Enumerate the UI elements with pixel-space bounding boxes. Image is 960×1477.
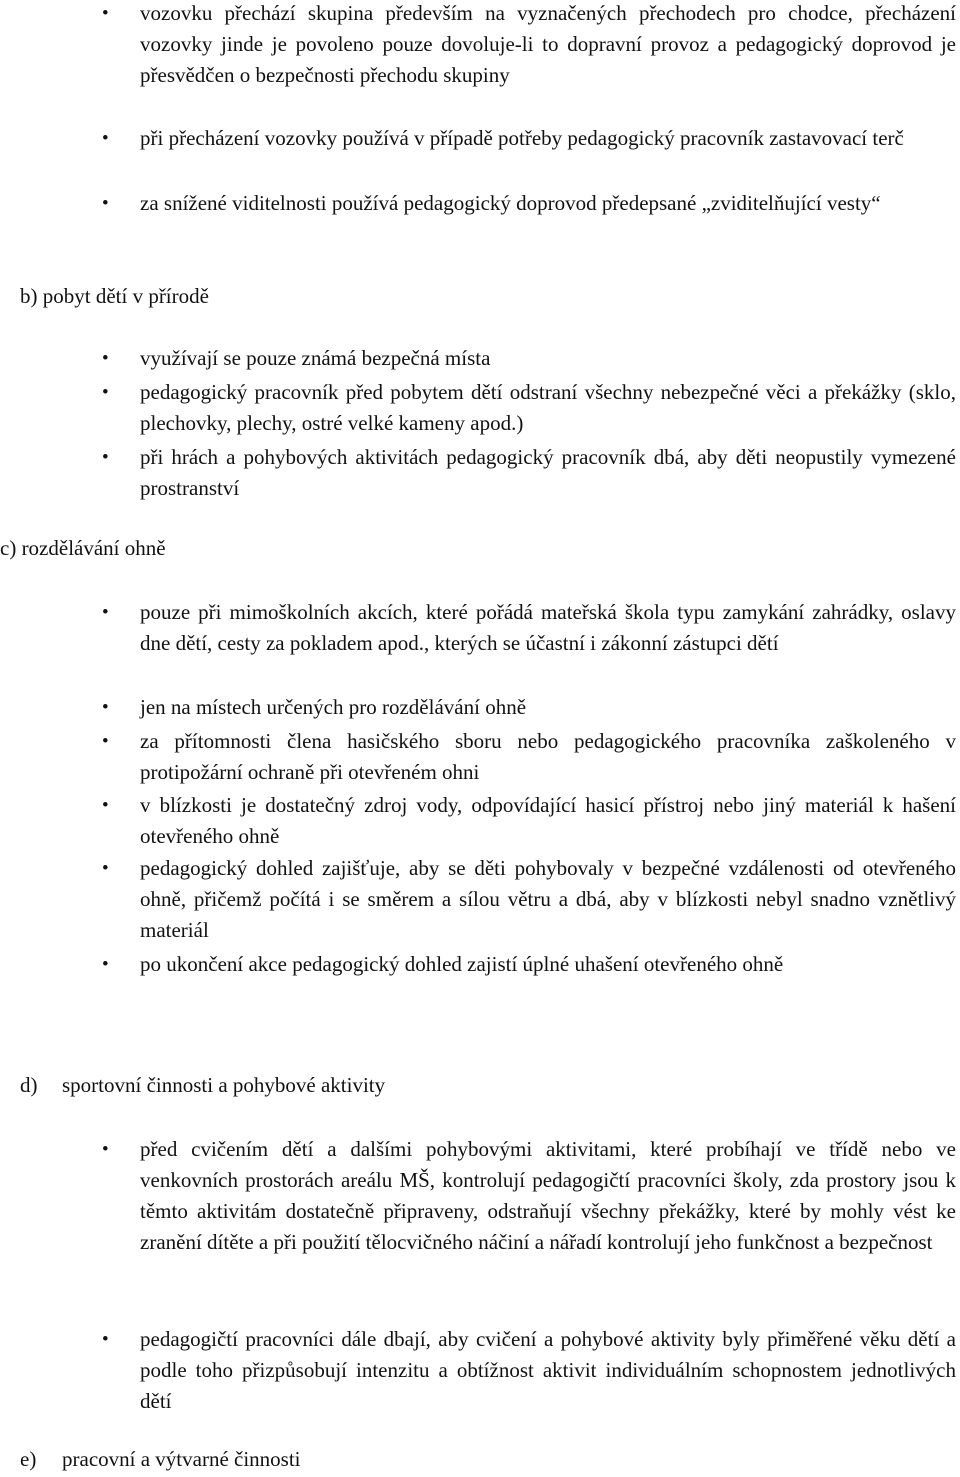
section-heading-e: [20, 1444, 301, 1475]
list-item: [102, 1134, 956, 1258]
list-item: [102, 853, 956, 946]
list-item-text: při hrách a pohybových aktivitách pedagogický pracovník dbá, aby děti neopustily vymezené prostranství: [140, 445, 956, 500]
bullet-icon: •: [102, 954, 109, 975]
list-item-text: pedagogický dohled zajišťuje, aby se děti pohybovaly v bezpečné vzdálenosti od otevřeného ohně, přičemž počítá i se směrem a sílou větru a dbá, aby v blízkosti nebyl snadno vznětlivý materiál: [140, 856, 956, 942]
bullet-icon: •: [102, 858, 109, 879]
list-item-text: za přítomnosti člena hasičského sboru nebo pedagogického pracovníka zaškoleného v protipožární ochraně při otevřeném ohni: [140, 729, 956, 784]
bullet-icon: •: [102, 3, 109, 24]
list-item: [102, 0, 956, 91]
list-item: [102, 692, 956, 723]
bullet-icon: •: [102, 193, 109, 214]
bullet-icon: •: [102, 602, 109, 623]
list-item-text: jen na místech určených pro rozdělávání ohně: [140, 695, 527, 719]
section-heading-c: c) rozdělávání ohně: [0, 536, 166, 560]
list-item: [102, 597, 956, 659]
list-item: [102, 343, 956, 374]
list-item: [102, 377, 956, 439]
bullet-icon: •: [102, 697, 109, 718]
bullet-icon: •: [102, 1139, 109, 1160]
section-marker: d): [20, 1073, 38, 1097]
list-item-text: pedagogický pracovník před pobytem dětí odstraní všechny nebezpečné věci a překážky (sklo, plechovky, plechy, ostré velké kameny apod.): [140, 380, 956, 435]
list-item-text: pouze při mimoškolních akcích, které pořádá mateřská škola typu zamykání zahrádky, oslavy dne dětí, cesty za pokladem apod., kterých se účastní i zákonní zástupci dětí: [140, 600, 956, 655]
list-item-text: pedagogičtí pracovníci dále dbají, aby cvičení a pohybové aktivity byly přiměřené věku dětí a podle toho přizpůsobují intenzitu a obtížnost aktivit individuálním schopnostem jednotlivých dětí: [140, 1327, 956, 1413]
list-item-text: za snížené viditelnosti používá pedagogický doprovod předepsané „zviditelňující vesty“: [140, 191, 881, 215]
list-item: [102, 726, 956, 788]
section-heading-d: [20, 1070, 385, 1101]
list-item-text: využívají se pouze známá bezpečná místa: [140, 346, 491, 370]
list-item-text: po ukončení akce pedagogický dohled zajistí úplné uhašení otevřeného ohně: [140, 952, 784, 976]
bullet-icon: •: [102, 128, 109, 149]
bullet-icon: •: [102, 795, 109, 816]
list-item: [102, 790, 956, 852]
bullet-icon: •: [102, 731, 109, 752]
section-marker: e): [20, 1447, 37, 1471]
list-item-text: vozovku přechází skupina především na vyznačených přechodech pro chodce, přecházení vozovky jinde je povoleno pouze dovoluje-li to dopravní provoz a pedagogický doprovod je přesvědčen o bezpečnosti přechodu skupiny: [140, 1, 956, 87]
list-item: [102, 1324, 956, 1417]
list-item-text: v blízkosti je dostatečný zdroj vody, odpovídající hasicí přístroj nebo jiný materiál k hašení otevřeného ohně: [140, 793, 956, 848]
section-title: sportovní činnosti a pohybové aktivity: [62, 1073, 386, 1097]
bullet-icon: •: [102, 348, 109, 369]
section-heading-b: b) pobyt dětí v přírodě: [20, 284, 209, 308]
list-item: [102, 123, 956, 154]
bullet-icon: •: [102, 447, 109, 468]
bullet-icon: •: [102, 382, 109, 403]
list-item: [102, 949, 956, 980]
bullet-icon: •: [102, 1329, 109, 1350]
list-item-text: před cvičením dětí a dalšími pohybovými aktivitami, které probíhají ve třídě nebo ve venkovních prostorách areálu MŠ, kontrolují pedagogičtí pracovníci školy, zda prostory jsou k těmto aktivitám dostatečně připraveny, odstraňují všechny překážky, které by mohly vést ke zranění dítěte a při použití tělocvičného náčiní a nářadí kontrolují jeho funkčnost a bezpečnost: [140, 1137, 956, 1254]
list-item-text: při přecházení vozovky používá v případě potřeby pedagogický pracovník zastavovací terč: [140, 126, 904, 150]
list-item: [102, 442, 956, 504]
section-title: pracovní a výtvarné činnosti: [62, 1447, 301, 1471]
list-item: [102, 188, 956, 219]
